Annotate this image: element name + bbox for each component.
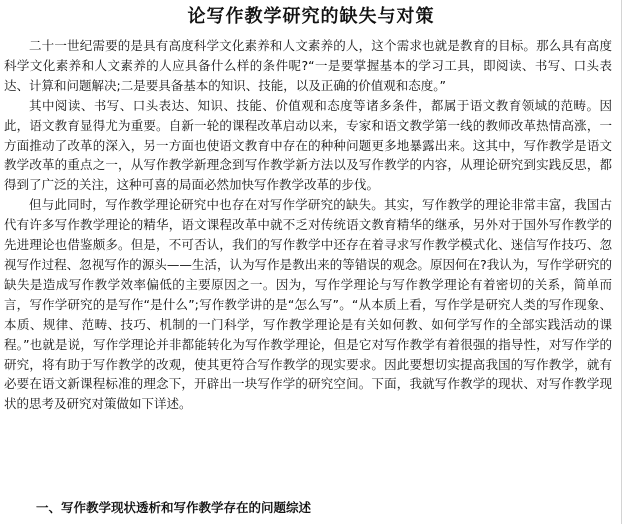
document-body (4, 36, 612, 414)
paragraph-writing-research-gap: 但与此同时，写作教学理论研究中也存在对写作学研究的缺失。其实，写作教学的理论非常丰富，我国古代有许多写作教学理论的精华，语文课程改革中就不乏对传统语文教育精华的继承，另外对于国外写作教学的先进理论也借鉴颇多。但是，不可否认，我们的写作教学中还存在着寻求写作教学模式化、迷信写作技巧、忽视写作过程、忽视写作的源头——生活，认为写作是教出来的等错误的观念。原因何在?我认为，写作学研究的缺失是造成写作教学效率偏低的主要原因之一。因为，写作学理论与写作教学理论有着密切的关系，简单而言，写作学研究的是写作“是什么”;写作教学讲的是“怎么写”。“从本质上看，写作学是研究人类的写作现象、本质、规律、范畴、技巧、机制的一门科学，写作教学理论是有关如何教、如何学写作的全部实践活动的课程。”也就是说，写作学理论并非都能转化为写作教学理论，但是它对写作教学有着很强的指导性，对写作学的研究，将有助于写作教学的改观，使其更符合写作教学的现实要求。因此要想切实提高我国的写作教学，就有必要在语文新课程标准的理念下，开辟出一块写作学的研究空间。下面，我就写作教学的现状、对写作教学现状的思考及研究对策做如下详述。 (4, 197, 612, 412)
paragraph-language-education: 其中阅读、书写、口头表达、知识、技能、价值观和态度等诸多条件，都属于语文教育领域的范畴。因此，语文教育显得尤为重要。自新一轮的课程改革启动以来，专家和语文教学第一线的教师改革热情高涨，一方面推动了改革的深入，另一方面也使语文教育中存在的种种问题更多地暴露出来。这其中，写作教学是语文教学改革的重点之一，从写作教学新理念到写作教学新方法以及写作教学的内容，从理论研究到实践反思，都得到了广泛的关注，这种可喜的局面必然加快写作教学改革的步伐。 (4, 97, 612, 193)
section-heading: 一、写作教学现状透析和写作教学存在的问题综述 (36, 500, 312, 515)
document-title: 论写作教学研究的缺失与对策 (187, 6, 435, 27)
paragraph-intro: 二十一世纪需要的是具有高度科学文化素养和人文素养的人，这个需求也就是教育的目标。那么具有高度科学文化素养和人文素养的人应具备什么样的条件呢?“一是要掌握基本的学习工具，即阅读、书写、口头表达、计算和问题解决;二是要具备基本的知识、技能，以及正确的价值观和态度。” (4, 38, 612, 93)
